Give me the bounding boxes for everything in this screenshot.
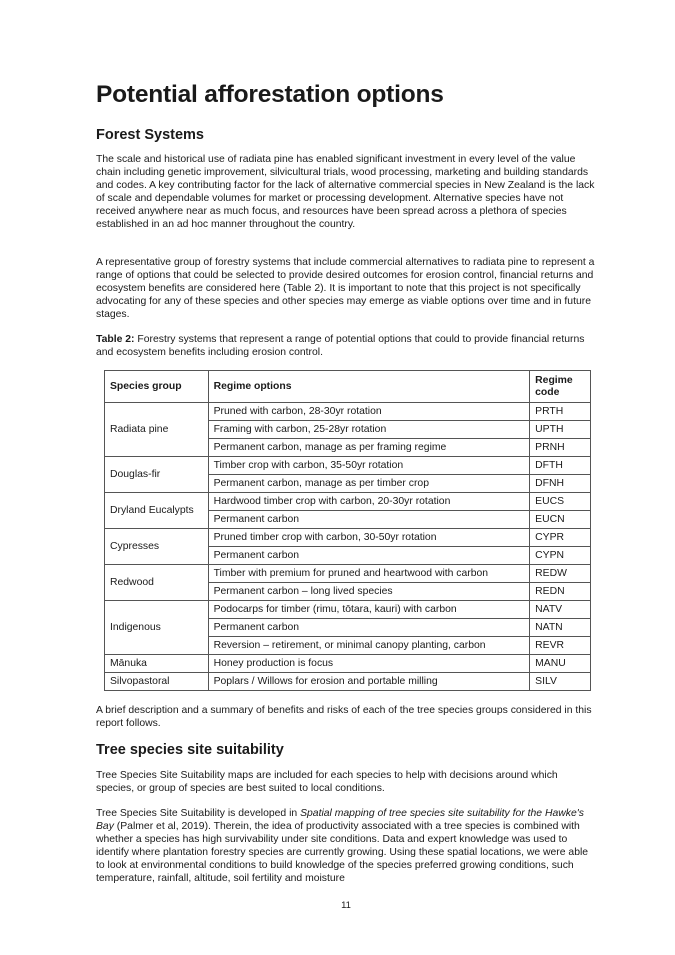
regime-code-cell: DFTH	[530, 457, 591, 475]
regime-code-cell: EUCN	[530, 511, 591, 529]
regime-option-cell: Permanent carbon	[208, 619, 530, 637]
species-group-cell: Redwood	[105, 565, 209, 601]
regime-option-cell: Pruned timber crop with carbon, 30-50yr rotation	[208, 529, 530, 547]
paragraph-text: (Palmer et al, 2019). Therein, the idea of productivity associated with a tree species is combined with whether a species has high survivability under site conditions. Data and expert knowledge was used to identify where plantation forestry species are currently growing. Using these spatial locations, we were able to look at environmental conditions to build knowledge of the species preferred growing conditions, such temperature, rainfall, altitude, soil fertility and moisture	[96, 820, 589, 884]
regime-option-cell: Hardwood timber crop with carbon, 20-30yr rotation	[208, 493, 530, 511]
header-species-group: Species group	[105, 371, 209, 403]
table-row	[105, 493, 591, 511]
species-group-cell: Dryland Eucalypts	[105, 493, 209, 529]
species-group-cell: Mānuka	[105, 655, 209, 673]
regime-code-cell: UPTH	[530, 421, 591, 439]
after-table-paragraph: A brief description and a summary of benefits and risks of each of the tree species groups considered in this report follows.	[96, 705, 592, 729]
regime-option-cell: Podocarps for timber (rimu, tōtara, kauri) with carbon	[208, 601, 530, 619]
regime-code-cell: MANU	[530, 655, 591, 673]
species-group-cell: Douglas-fir	[105, 457, 209, 493]
regime-code-cell: REVR	[530, 637, 591, 655]
regime-code-cell: PRTH	[530, 403, 591, 421]
forest-systems-paragraph-1: The scale and historical use of radiata pine has enabled significant investment in every level of the value chain including genetic improvement, silvicultural trials, wood processing, marketing and building standards and codes. A key contributing factor for the lack of alternative commercial species in New Zealand is the lack of scale and dependable volumes for market or processing development. Alternative species have not received anywhere near as much focus, and resources have been spread across a plethora of species established in an ad hoc manner throughout the country.	[96, 154, 595, 230]
header-regime-code: Regime code	[530, 371, 591, 403]
page-title: Potential afforestation options	[96, 81, 444, 108]
regime-code-cell: REDW	[530, 565, 591, 583]
regime-option-cell: Poplars / Willows for erosion and portable milling	[208, 673, 530, 691]
table-row	[105, 655, 591, 673]
site-suitability-paragraph-2	[96, 808, 596, 885]
regime-option-cell: Permanent carbon	[208, 511, 530, 529]
table-body	[105, 403, 591, 691]
regime-code-cell: EUCS	[530, 493, 591, 511]
table-caption	[96, 334, 596, 360]
regime-option-cell: Timber with premium for pruned and heartwood with carbon	[208, 565, 530, 583]
species-group-cell: Silvopastoral	[105, 673, 209, 691]
publication-title: Spatial mapping of tree species site suitability for the Hawke's Bay	[96, 808, 584, 832]
forest-systems-paragraph-2: A representative group of forestry systems that include commercial alternatives to radiata pine to represent a range of options that could be selected to provide desired outcomes for erosion control, financial returns and ecosystem benefits are considered here (Table 2). It is important to note that this project is not specifically advocating for any of these species and other species may emerge as viable options over time and in future stages.	[96, 257, 595, 320]
table-row	[105, 673, 591, 691]
page-number: 11	[341, 900, 351, 911]
regime-option-cell: Pruned with carbon, 28-30yr rotation	[208, 403, 530, 421]
regime-code-cell: DFNH	[530, 475, 591, 493]
table-header-row	[105, 371, 591, 403]
regime-code-cell: NATN	[530, 619, 591, 637]
regime-option-cell: Timber crop with carbon, 35-50yr rotation	[208, 457, 530, 475]
species-group-cell: Indigenous	[105, 601, 209, 655]
regime-code-cell: CYPN	[530, 547, 591, 565]
species-group-cell: Cypresses	[105, 529, 209, 565]
header-regime-options: Regime options	[208, 371, 530, 403]
table-row	[105, 601, 591, 619]
regime-option-cell: Framing with carbon, 25-28yr rotation	[208, 421, 530, 439]
paragraph-text: Tree Species Site Suitability is developed in	[96, 808, 301, 819]
table-caption-text: Forestry systems that represent a range of potential options that could to provide financial returns and ecosystem benefits including erosion control.	[96, 334, 585, 358]
regime-option-cell: Honey production is focus	[208, 655, 530, 673]
regime-option-cell: Permanent carbon – long lived species	[208, 583, 530, 601]
table-row	[105, 457, 591, 475]
regime-code-cell: CYPR	[530, 529, 591, 547]
regime-option-cell: Permanent carbon, manage as per timber crop	[208, 475, 530, 493]
forestry-systems-table	[104, 370, 591, 691]
regime-option-cell: Permanent carbon, manage as per framing regime	[208, 439, 530, 457]
regime-code-cell: SILV	[530, 673, 591, 691]
section-heading-site-suitability: Tree species site suitability	[96, 742, 284, 758]
regime-code-cell: NATV	[530, 601, 591, 619]
species-group-cell: Radiata pine	[105, 403, 209, 457]
table-row	[105, 565, 591, 583]
regime-code-cell: PRNH	[530, 439, 591, 457]
table-caption-label: Table 2:	[96, 334, 135, 345]
site-suitability-paragraph-1: Tree Species Site Suitability maps are included for each species to help with decisions around which species, or group of species are best suited to local conditions.	[96, 770, 558, 794]
table-row	[105, 403, 591, 421]
regime-code-cell: REDN	[530, 583, 591, 601]
table-row	[105, 529, 591, 547]
regime-option-cell: Permanent carbon	[208, 547, 530, 565]
section-heading-forest-systems: Forest Systems	[96, 127, 204, 143]
regime-option-cell: Reversion – retirement, or minimal canopy planting, carbon	[208, 637, 530, 655]
